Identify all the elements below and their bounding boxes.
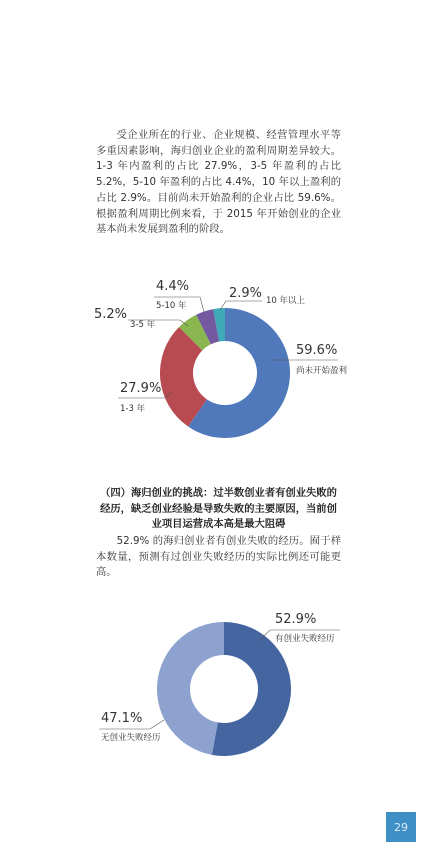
cat-label-has-failure: 有创业失败经历	[275, 634, 335, 644]
section-heading: （四）海归创业的挑战：过半数创业者有创业失败的经历，缺乏创业经验是导致失败的主要原因，当前创业项目运营成本高是最大阻碍	[100, 487, 337, 531]
paragraph-failure-experience: 52.9% 的海归创业者有创业失败的经历。囿于样本数量，预测有过创业失败经历的实际比例还可能更高。	[96, 535, 341, 579]
pct-label-not-profitable: 59.6%	[296, 343, 338, 358]
page-number-badge: 29	[386, 812, 416, 842]
pct-label-1-3: 27.9%	[120, 381, 162, 396]
cat-label-1-3: 1-3 年	[120, 404, 146, 414]
cat-label-3-5: 3-5 年	[130, 320, 156, 330]
pct-label-has-failure: 52.9%	[275, 612, 317, 627]
paragraph-profit-cycle: 受企业所在的行业、企业规模、经营管理水平等多重因素影响，海归创业企业的盈利周期差异较大。1-3 年内盈利的占比 27.9%，3-5 年盈利的占比 5.2%，5-10 年盈利的占比 4.4%，10 年以上盈利的占比 2.9%。目前尚未开始盈利的企业占比 59.6%。根据盈利周期比例来看，于 2015 年开始创业的企业基本尚未发展到盈利的阶段。	[96, 129, 341, 236]
cat-label-no-failure: 无创业失败经历	[101, 733, 161, 743]
pct-label-3-5: 5.2%	[94, 307, 128, 322]
slice-no-failure	[157, 622, 224, 755]
pct-label-10-plus: 2.9%	[229, 286, 263, 301]
cat-label-not-profitable: 尚未开始盈利	[296, 366, 348, 376]
pct-label-no-failure: 47.1%	[101, 711, 143, 726]
cat-label-5-10: 5-10 年	[156, 301, 187, 311]
pct-label-5-10: 4.4%	[156, 279, 190, 294]
cat-label-10-plus: 10 年以上	[266, 296, 306, 306]
